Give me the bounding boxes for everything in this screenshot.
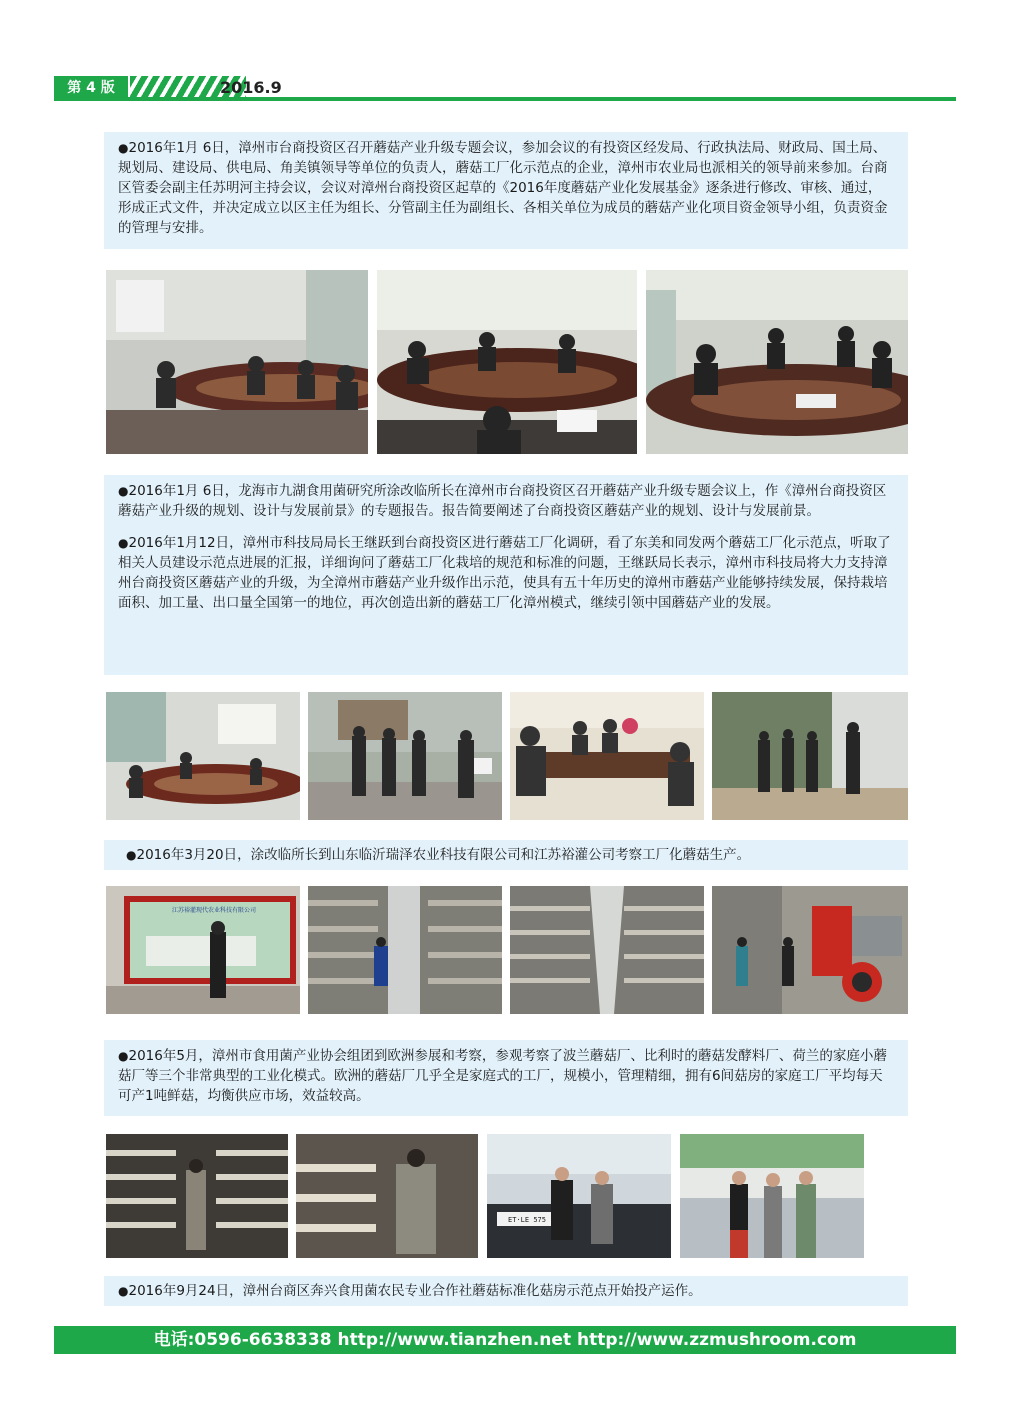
paragraph-demo-site: 2016年9月24日，漳州台商区奔兴食用菌农民专业合作社蘑菇标准化菇房示范点开始投产运作。 bbox=[128, 1283, 702, 1299]
page-number-tag: 第 4 版 bbox=[54, 76, 128, 100]
text-box-shandong-visit: ●2016年3月20日，涂改临所长到山东临沂瑞泽农业科技有限公司和江苏裕灌公司考察工厂化蘑菇生产。 bbox=[104, 840, 908, 870]
photo-europe-parking bbox=[487, 1134, 671, 1258]
photo-europe-family-factory bbox=[680, 1134, 864, 1258]
photo-growing-shelves-2 bbox=[510, 886, 704, 1014]
billboard-company-name: 江苏裕灌现代农业科技有限公司 bbox=[171, 907, 257, 914]
text-box-report-and-survey: ●2016年1月 6日，龙海市九湖食用菌研究所涂改临所长在漳州市台商投资区召开蘑菇产业升级专题会议上，作《漳州台商投资区蘑菇产业升级的规划、设计与发展前景》的专题报告。报告简要阐述了台商投资区蘑菇产业的规划、设计与发展前景。 ●2016年1月12日，漳州市科技局局长王继跃到台商投资区进行蘑菇工厂化调研，看了东美和同发两个蘑菇工厂化示范点，听取了相关人员建设示范点进展的汇报，详细询问了蘑菇工厂化栽培的规范和标准的问题，王继跃局长表示，漳州市科技局将大力支持漳州台商投资区蘑菇产业的升级，为全漳州市蘑菇产业升级作出示范，使具有五十年历史的漳州市蘑菇产业能够持续发展，保持栽培面积、加工量、出口量全国第一的地位，再次创造出新的蘑菇工厂化漳州模式，继续引领中国蘑菇产业的发展。 bbox=[104, 475, 908, 675]
photo-company-billboard bbox=[106, 886, 300, 1014]
text-box-europe-trip: ●2016年5月，漳州市食用菌产业协会组团到欧洲参展和考察，参观考察了波兰蘑菇厂、比利时的蘑菇发酵料厂、荷兰的家庭小蘑菇厂等三个非常典型的工业化模式。欧洲的蘑菇厂几乎全是家庭式的工厂，规模小，管理精细，拥有6间菇房的家庭工厂平均每天可产1吨鲜菇，均衡供应市场，效益较高。 bbox=[104, 1040, 908, 1116]
car-license-plate: ET·LE 575 bbox=[508, 1216, 546, 1224]
photo-meeting-room-1 bbox=[106, 270, 368, 454]
paragraph-meeting: 2016年1月 6日，漳州市台商投资区召开蘑菇产业升级专题会议，参加会议的有投资区经发局、行政执法局、财政局、国土局、规划局、建设局、供电局、角美镇领导等单位的负责人，蘑菇工厂化示范点的企业，漳州市农业局也派相关的领导前来参加。台商区管委会副主任苏明河主持会议，会议对漳州台商投资区起草的《2016年度蘑菇产业化发展基金》逐条进行修改、审核、通过，形成正式文件，并决定成立以区主任为组长、分管副主任为副组长、各相关单位为成员的蘑菇产业化项目资金领导小组，负责资金的管理与安排。 bbox=[118, 140, 888, 236]
photo-conference-hall bbox=[106, 692, 300, 820]
photo-europe-growing-room-2 bbox=[296, 1134, 478, 1258]
paragraph-europe-trip: 2016年5月，漳州市食用菌产业协会组团到欧洲参展和考察，参观考察了波兰蘑菇厂、比利时的蘑菇发酵料厂、荷兰的家庭小蘑菇厂等三个非常典型的工业化模式。欧洲的蘑菇厂几乎全是家庭式的工厂，规模小，管理精细，拥有6间菇房的家庭工厂平均每天可产1吨鲜菇，均衡供应市场，效益较高。 bbox=[118, 1048, 887, 1104]
photo-site-visit-outdoor bbox=[308, 692, 502, 820]
text-box-demo-site: ●2016年9月24日，漳州台商区奔兴食用菌农民专业合作社蘑菇标准化菇房示范点开始投产运作。 bbox=[104, 1276, 908, 1306]
issue-date: 2016.9 bbox=[220, 78, 282, 97]
paragraph-survey: 2016年1月12日，漳州市科技局局长王继跃到台商投资区进行蘑菇工厂化调研，看了东美和同发两个蘑菇工厂化示范点，听取了相关人员建设示范点进展的汇报，详细询问了蘑菇工厂化栽培的规范和标准的问题，王继跃局长表示，漳州市科技局将大力支持漳州台商投资区蘑菇产业的升级，为全漳州市蘑菇产业升级作出示范，使具有五十年历史的漳州市蘑菇产业能够持续发展，保持栽培面积、加工量、出口量全国第一的地位，再次创造出新的蘑菇工厂化漳州模式，继续引领中国蘑菇产业的发展。 bbox=[118, 535, 891, 611]
header-rule bbox=[54, 97, 956, 101]
photo-office-discussion bbox=[510, 692, 704, 820]
photo-compost-machine bbox=[712, 886, 908, 1014]
text-box-meeting: ●2016年1月 6日，漳州市台商投资区召开蘑菇产业升级专题会议，参加会议的有投资区经发局、行政执法局、财政局、国土局、规划局、建设局、供电局、角美镇领导等单位的负责人，蘑菇工厂化示范点的企业，漳州市农业局也派相关的领导前来参加。台商区管委会副主任苏明河主持会议，会议对漳州台商投资区起草的《2016年度蘑菇产业化发展基金》逐条进行修改、审核、通过，形成正式文件，并决定成立以区主任为组长、分管副主任为副组长、各相关单位为成员的蘑菇产业化项目资金领导小组，负责资金的管理与安排。 bbox=[104, 132, 908, 249]
photo-europe-growing-room-1 bbox=[106, 1134, 288, 1258]
footer-contact-bar: 电话:0596-6638338 http://www.tianzhen.net http://www.zzmushroom.com bbox=[54, 1326, 956, 1354]
photo-factory-exterior bbox=[712, 692, 908, 820]
photo-meeting-room-3 bbox=[646, 270, 908, 454]
paragraph-report: 2016年1月 6日，龙海市九湖食用菌研究所涂改临所长在漳州市台商投资区召开蘑菇产业升级专题会议上，作《漳州台商投资区蘑菇产业升级的规划、设计与发展前景》的专题报告。报告简要阐述了台商投资区蘑菇产业的规划、设计与发展前景。 bbox=[118, 483, 887, 519]
page-header bbox=[54, 76, 956, 100]
paragraph-shandong-visit: 2016年3月20日，涂改临所长到山东临沂瑞泽农业科技有限公司和江苏裕灌公司考察工厂化蘑菇生产。 bbox=[136, 847, 751, 863]
photo-meeting-room-2 bbox=[377, 270, 637, 454]
photo-growing-shelves-1 bbox=[308, 886, 502, 1014]
